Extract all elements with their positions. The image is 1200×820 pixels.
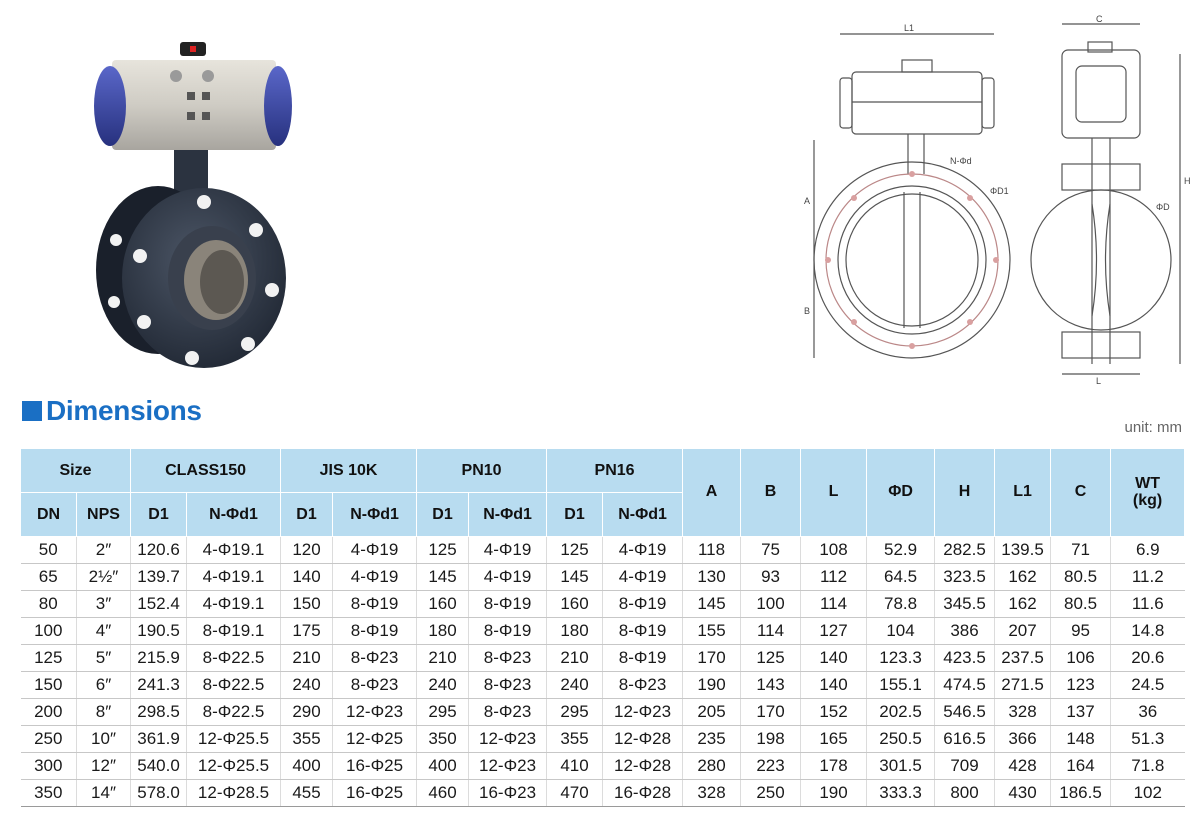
table-cell: 100	[21, 618, 77, 645]
table-cell: 125	[547, 537, 603, 564]
section-title-text: Dimensions	[46, 395, 202, 426]
sub-header: D1	[281, 493, 333, 537]
table-cell: 12″	[77, 753, 131, 780]
table-cell: 100	[741, 591, 801, 618]
table-cell: 8-Φ23	[603, 672, 683, 699]
table-cell: 8-Φ22.5	[187, 672, 281, 699]
table-cell: 12-Φ23	[333, 699, 417, 726]
table-cell: 16-Φ25	[333, 780, 417, 807]
table-cell: 75	[741, 537, 801, 564]
table-cell: 328	[995, 699, 1051, 726]
table-cell: 24.5	[1111, 672, 1185, 699]
table-cell: 546.5	[935, 699, 995, 726]
table-cell: 290	[281, 699, 333, 726]
table-cell: 4-Φ19.1	[187, 564, 281, 591]
table-cell: 8-Φ19	[333, 591, 417, 618]
label-b: B	[804, 306, 811, 316]
table-cell: 8-Φ23	[469, 645, 547, 672]
table-cell: 8-Φ23	[469, 672, 547, 699]
table-cell: 474.5	[935, 672, 995, 699]
table-cell: 150	[21, 672, 77, 699]
sub-header: DN	[21, 493, 77, 537]
table-row	[21, 699, 1185, 726]
table-cell: 460	[417, 780, 469, 807]
table-cell: 16-Φ25	[333, 753, 417, 780]
table-cell: 578.0	[131, 780, 187, 807]
table-cell: 298.5	[131, 699, 187, 726]
table-cell: 198	[741, 726, 801, 753]
table-cell: 145	[683, 591, 741, 618]
table-cell: 240	[281, 672, 333, 699]
table-cell: 328	[683, 780, 741, 807]
table-cell: 8-Φ19	[603, 645, 683, 672]
table-cell: 8-Φ23	[333, 645, 417, 672]
table-cell: 14″	[77, 780, 131, 807]
group-header: CLASS150	[131, 449, 281, 493]
technical-drawing	[800, 14, 1195, 386]
table-cell: 5″	[77, 645, 131, 672]
table-cell: 150	[281, 591, 333, 618]
table-cell: 8-Φ23	[333, 672, 417, 699]
table-cell: 240	[417, 672, 469, 699]
table-cell: 12-Φ23	[469, 753, 547, 780]
table-cell: 50	[21, 537, 77, 564]
table-cell: 152	[801, 699, 867, 726]
table-cell: 6.9	[1111, 537, 1185, 564]
column-header: L	[801, 449, 867, 537]
table-cell: 143	[741, 672, 801, 699]
table-cell: 430	[995, 780, 1051, 807]
table-cell: 51.3	[1111, 726, 1185, 753]
table-cell: 93	[741, 564, 801, 591]
table-cell: 16-Φ28	[603, 780, 683, 807]
table-cell: 271.5	[995, 672, 1051, 699]
table-cell: 361.9	[131, 726, 187, 753]
table-cell: 10″	[77, 726, 131, 753]
table-cell: 8-Φ22.5	[187, 645, 281, 672]
table-cell: 8-Φ19	[469, 591, 547, 618]
table-cell: 2½″	[77, 564, 131, 591]
table-cell: 71.8	[1111, 753, 1185, 780]
sub-header: D1	[417, 493, 469, 537]
table-cell: 423.5	[935, 645, 995, 672]
group-header: JIS 10K	[281, 449, 417, 493]
table-cell: 470	[547, 780, 603, 807]
table-cell: 190	[683, 672, 741, 699]
table-cell: 140	[801, 672, 867, 699]
table-cell: 11.2	[1111, 564, 1185, 591]
label-nd: N-Φd	[950, 156, 972, 166]
table-cell: 114	[801, 591, 867, 618]
table-cell: 12-Φ28.5	[187, 780, 281, 807]
table-cell: 125	[21, 645, 77, 672]
table-cell: 20.6	[1111, 645, 1185, 672]
table-cell: 130	[683, 564, 741, 591]
sub-header: D1	[547, 493, 603, 537]
table-cell: 11.6	[1111, 591, 1185, 618]
table-cell: 280	[683, 753, 741, 780]
table-row	[21, 780, 1185, 807]
column-header: C	[1051, 449, 1111, 537]
table-cell: 366	[995, 726, 1051, 753]
column-header: L1	[995, 449, 1051, 537]
table-cell: 162	[995, 591, 1051, 618]
table-row	[21, 537, 1185, 564]
table-cell: 186.5	[1051, 780, 1111, 807]
table-cell: 137	[1051, 699, 1111, 726]
table-cell: 4-Φ19.1	[187, 591, 281, 618]
table-cell: 12-Φ25.5	[187, 726, 281, 753]
table-row	[21, 591, 1185, 618]
table-cell: 210	[281, 645, 333, 672]
table-cell: 12-Φ28	[603, 726, 683, 753]
table-cell: 65	[21, 564, 77, 591]
table-cell: 800	[935, 780, 995, 807]
group-header: PN16	[547, 449, 683, 493]
table-cell: 127	[801, 618, 867, 645]
table-cell: 178	[801, 753, 867, 780]
table-cell: 207	[995, 618, 1051, 645]
table-cell: 410	[547, 753, 603, 780]
column-header: H	[935, 449, 995, 537]
table-cell: 106	[1051, 645, 1111, 672]
label-h: H	[1184, 176, 1191, 186]
table-cell: 540.0	[131, 753, 187, 780]
table-cell: 12-Φ23	[603, 699, 683, 726]
title-square-icon	[22, 401, 42, 421]
table-cell: 14.8	[1111, 618, 1185, 645]
table-cell: 165	[801, 726, 867, 753]
table-cell: 282.5	[935, 537, 995, 564]
table-cell: 4-Φ19	[333, 537, 417, 564]
dimensions-table-wrap	[20, 448, 1184, 807]
table-row	[21, 618, 1185, 645]
table-cell: 4-Φ19	[603, 537, 683, 564]
section-title	[22, 393, 202, 429]
unit-label: unit: mm	[1124, 419, 1182, 436]
table-cell: 250	[21, 726, 77, 753]
table-cell: 345.5	[935, 591, 995, 618]
sub-header: N-Φd1	[333, 493, 417, 537]
table-cell: 180	[547, 618, 603, 645]
label-l: L	[1096, 376, 1102, 386]
table-cell: 4″	[77, 618, 131, 645]
table-cell: 78.8	[867, 591, 935, 618]
column-header: A	[683, 449, 741, 537]
table-cell: 170	[741, 699, 801, 726]
table-cell: 170	[683, 645, 741, 672]
table-cell: 118	[683, 537, 741, 564]
table-cell: 323.5	[935, 564, 995, 591]
table-cell: 4-Φ19	[469, 537, 547, 564]
sub-header: D1	[131, 493, 187, 537]
valve-photo	[92, 40, 292, 370]
table-cell: 4-Φ19	[333, 564, 417, 591]
table-cell: 355	[547, 726, 603, 753]
table-cell: 36	[1111, 699, 1185, 726]
table-cell: 400	[281, 753, 333, 780]
table-cell: 4-Φ19	[469, 564, 547, 591]
table-cell: 160	[417, 591, 469, 618]
table-cell: 190	[801, 780, 867, 807]
group-header: PN10	[417, 449, 547, 493]
table-row	[21, 726, 1185, 753]
table-cell: 2″	[77, 537, 131, 564]
table-cell: 104	[867, 618, 935, 645]
table-cell: 16-Φ23	[469, 780, 547, 807]
table-cell: 52.9	[867, 537, 935, 564]
column-header: ΦD	[867, 449, 935, 537]
table-cell: 215.9	[131, 645, 187, 672]
table-cell: 223	[741, 753, 801, 780]
table-cell: 709	[935, 753, 995, 780]
table-cell: 8″	[77, 699, 131, 726]
sub-header: NPS	[77, 493, 131, 537]
table-cell: 8-Φ19	[333, 618, 417, 645]
table-cell: 80.5	[1051, 591, 1111, 618]
table-cell: 95	[1051, 618, 1111, 645]
table-cell: 190.5	[131, 618, 187, 645]
table-row	[21, 645, 1185, 672]
table-cell: 8-Φ19.1	[187, 618, 281, 645]
table-cell: 202.5	[867, 699, 935, 726]
table-cell: 145	[417, 564, 469, 591]
table-cell: 210	[547, 645, 603, 672]
table-cell: 8-Φ19	[603, 591, 683, 618]
table-cell: 180	[417, 618, 469, 645]
table-cell: 4-Φ19	[603, 564, 683, 591]
label-d: ΦD	[1156, 202, 1170, 212]
table-cell: 148	[1051, 726, 1111, 753]
table-cell: 237.5	[995, 645, 1051, 672]
table-cell: 333.3	[867, 780, 935, 807]
table-cell: 123.3	[867, 645, 935, 672]
table-cell: 12-Φ23	[469, 726, 547, 753]
table-cell: 295	[547, 699, 603, 726]
table-cell: 205	[683, 699, 741, 726]
table-cell: 250.5	[867, 726, 935, 753]
table-cell: 152.4	[131, 591, 187, 618]
table-cell: 80	[21, 591, 77, 618]
table-cell: 200	[21, 699, 77, 726]
table-cell: 240	[547, 672, 603, 699]
table-cell: 8-Φ19	[603, 618, 683, 645]
table-cell: 125	[417, 537, 469, 564]
table-cell: 8-Φ23	[469, 699, 547, 726]
table-cell: 350	[21, 780, 77, 807]
table-cell: 241.3	[131, 672, 187, 699]
label-d1: ΦD1	[990, 186, 1009, 196]
table-cell: 140	[281, 564, 333, 591]
table-cell: 145	[547, 564, 603, 591]
table-cell: 428	[995, 753, 1051, 780]
table-cell: 210	[417, 645, 469, 672]
table-cell: 301.5	[867, 753, 935, 780]
table-cell: 355	[281, 726, 333, 753]
table-cell: 139.7	[131, 564, 187, 591]
table-cell: 140	[801, 645, 867, 672]
dimensions-table	[20, 448, 1185, 807]
group-header: Size	[21, 449, 131, 493]
table-cell: 350	[417, 726, 469, 753]
table-cell: 108	[801, 537, 867, 564]
table-cell: 616.5	[935, 726, 995, 753]
table-cell: 120.6	[131, 537, 187, 564]
column-header: B	[741, 449, 801, 537]
table-cell: 64.5	[867, 564, 935, 591]
table-cell: 155	[683, 618, 741, 645]
table-cell: 6″	[77, 672, 131, 699]
table-cell: 235	[683, 726, 741, 753]
label-l1: L1	[904, 23, 915, 33]
table-cell: 8-Φ19	[469, 618, 547, 645]
table-row	[21, 672, 1185, 699]
table-cell: 8-Φ22.5	[187, 699, 281, 726]
table-cell: 4-Φ19.1	[187, 537, 281, 564]
table-cell: 102	[1111, 780, 1185, 807]
table-cell: 139.5	[995, 537, 1051, 564]
table-cell: 123	[1051, 672, 1111, 699]
table-cell: 295	[417, 699, 469, 726]
table-cell: 12-Φ25.5	[187, 753, 281, 780]
sub-header: N-Φd1	[187, 493, 281, 537]
table-cell: 155.1	[867, 672, 935, 699]
table-cell: 12-Φ28	[603, 753, 683, 780]
table-cell: 250	[741, 780, 801, 807]
sub-header: N-Φd1	[603, 493, 683, 537]
label-a: A	[804, 196, 811, 206]
sub-header: N-Φd1	[469, 493, 547, 537]
table-cell: 455	[281, 780, 333, 807]
table-cell: 112	[801, 564, 867, 591]
table-cell: 80.5	[1051, 564, 1111, 591]
table-cell: 120	[281, 537, 333, 564]
table-cell: 175	[281, 618, 333, 645]
table-cell: 71	[1051, 537, 1111, 564]
table-cell: 386	[935, 618, 995, 645]
table-cell: 3″	[77, 591, 131, 618]
table-cell: 12-Φ25	[333, 726, 417, 753]
column-header: WT (kg)	[1111, 449, 1185, 537]
label-c: C	[1096, 14, 1103, 24]
table-cell: 114	[741, 618, 801, 645]
table-cell: 400	[417, 753, 469, 780]
table-cell: 125	[741, 645, 801, 672]
table-cell: 300	[21, 753, 77, 780]
table-row	[21, 753, 1185, 780]
table-cell: 164	[1051, 753, 1111, 780]
table-cell: 162	[995, 564, 1051, 591]
table-cell: 160	[547, 591, 603, 618]
table-row	[21, 564, 1185, 591]
